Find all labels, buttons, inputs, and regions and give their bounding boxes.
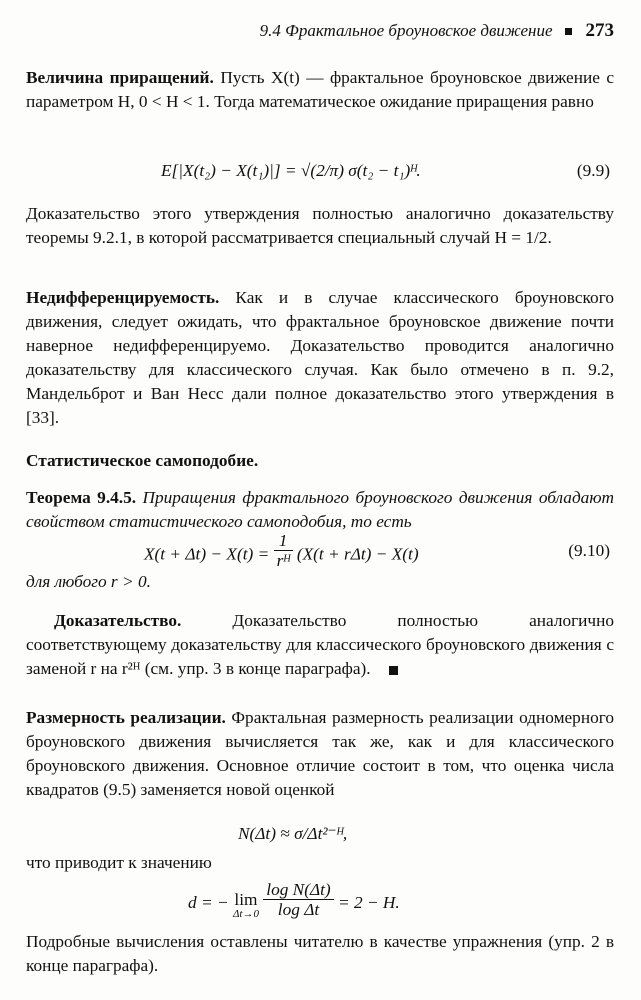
theorem-tail (26, 570, 614, 594)
equation-dimension (26, 880, 614, 926)
run-in-heading: Величина приращений. (26, 68, 214, 87)
paragraph-text: Пусть X(t) — фрактальное броуновское движение с параметром H, 0 < H < 1. Тогда математическое ожидание приращения равно (26, 68, 615, 111)
paragraph-text: Доказательство этого утверждения полностью аналогично доказательству теоремы 9.2.1, в которой рассматривается специальный случай H = 1/2. (26, 204, 614, 247)
running-header (26, 20, 614, 42)
limit-subscript: Δt→0 (232, 908, 259, 920)
limit-label: lim (234, 890, 258, 909)
heading-self-similarity (26, 449, 614, 473)
limit-operator (233, 892, 259, 922)
bullet-square-icon (565, 28, 572, 35)
fraction-denominator: rᴴ (276, 551, 290, 570)
header-section-title: 9.4 Фрактальное броуновское движение (259, 21, 553, 40)
paragraph-text: Как и в случае классического броуновского движения, следует ожидать, что фрактальное броуновское движение почти наверное недифференцируемо. Доказательство проводится аналогично доказательству для классического случая. Как было отмечено в п. 9.2, Мандельброт и Ван Несс дали полное доказательство этого утверждения в [33]. (26, 288, 614, 427)
equation-body (144, 531, 419, 570)
fraction-denominator: log Δt (277, 899, 320, 919)
paragraph-text: Подробные вычисления оставлены читателю в качестве упражнения (упр. 2 в конце параграфа). (26, 932, 614, 975)
paragraph-leads-to (26, 851, 614, 875)
equation-body: N(Δt) ≈ σ/Δt²⁻ᴴ, (238, 824, 348, 843)
paragraph-increments (26, 66, 614, 114)
theorem-condition: для любого r > 0. (26, 572, 151, 591)
equation-body (188, 879, 400, 922)
equation-left: d = − (188, 892, 229, 912)
equation-left: X(t + Δt) − X(t) = (144, 544, 270, 564)
paragraph-exercise-note (26, 930, 614, 978)
paragraph-proof (26, 609, 614, 681)
fraction-numerator: 1 (274, 531, 293, 551)
proof-text: Доказательство полностью аналогично соответствующему доказательству для классического броуновского движения с заменой r на r²ᴴ (см. упр. 3 в конце параграфа). (26, 611, 615, 678)
fraction-numerator: log N(Δt) (263, 880, 333, 900)
theorem-text: Приращения фрактального броуновского движения обладают свойством статистического самоподобия, то есть (26, 488, 614, 531)
run-in-heading: Недифференцируемость. (26, 288, 220, 307)
paragraph-text: Фрактальная размерность реализации одномерного броуновского движения вычисляется так же, как и для классического броуновского движения. Основное отличие состоит в том, что оценка числа квадратов (9.5) заменяется новой оценкой (26, 708, 615, 799)
equation-number: (9.9) (576, 161, 610, 180)
section-heading: Статистическое самоподобие. (26, 451, 259, 470)
run-in-heading: Размерность реализации. (26, 708, 226, 727)
proof-label: Доказательство. (54, 611, 182, 630)
equation-right: = 2 − H. (338, 892, 400, 912)
page-number: 273 (585, 20, 614, 41)
paragraph-text: что приводит к значению (26, 853, 212, 872)
equation-number: (9.10) (568, 541, 610, 560)
qed-square-icon (389, 666, 398, 675)
paragraph-dimension (26, 706, 614, 802)
equation-body: E[|X(t₂) − X(t₁)|] = √(2/π) σ(t₂ − t₁)ᴴ. (161, 161, 421, 180)
paragraph-nondifferentiability (26, 286, 614, 430)
theorem-9-4-5 (26, 486, 614, 534)
theorem-label: Теорема 9.4.5. (26, 488, 137, 507)
equation-9-9 (26, 161, 614, 201)
equation-fraction (263, 880, 333, 919)
paragraph-proof-note (26, 202, 614, 250)
equation-right: (X(t + rΔt) − X(t) (296, 544, 419, 564)
equation-fraction (274, 531, 293, 570)
